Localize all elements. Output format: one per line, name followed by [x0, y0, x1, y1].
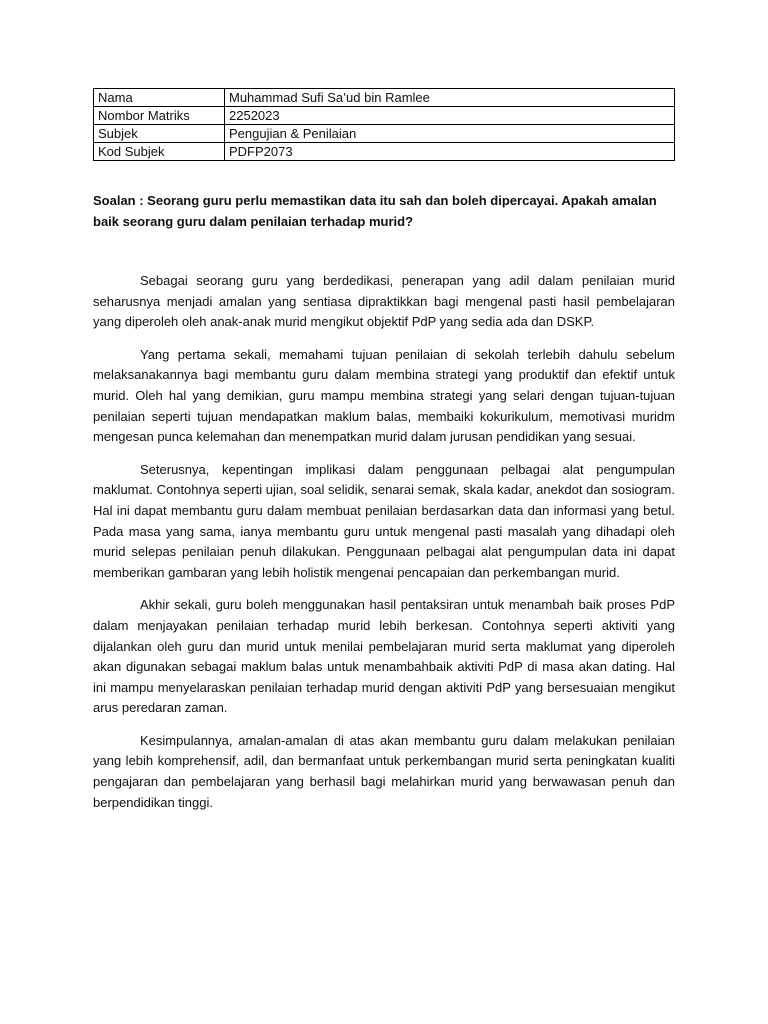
- table-row: [94, 89, 675, 107]
- info-value-matric: 2252023: [225, 107, 675, 125]
- paragraph-second-point: Seterusnya, kepentingan implikasi dalam penggunaan pelbagai alat pengumpulan maklumat. Contohnya seperti ujian, soal selidik, senarai semak, skala kadar, anekdot dan sosiogram. Hal ini dapat membantu guru dalam membuat penilaian berdasarkan data dan informasi yang betul. Pada masa yang sama, ianya membantu guru untuk mengenal pasti masalah yang dihadapi oleh murid selepas penilaian penuh dilakukan. Penggunaan pelbagai alat pengumpulan data ini dapat memberikan gambaran yang lebih holistik mengenai pencapaian dan perkembangan murid.: [93, 461, 675, 580]
- info-label-name: Nama: [94, 89, 225, 107]
- info-value-subject-code: PDFP2073: [225, 143, 675, 161]
- question-text: Soalan : Seorang guru perlu memastikan data itu sah dan boleh dipercayai. Apakah amalan baik seorang guru dalam penilaian terhadap murid?: [93, 193, 657, 229]
- info-value-subject: Pengujian & Penilaian: [225, 125, 675, 143]
- paragraph-first-point: Yang pertama sekali, memahami tujuan penilaian di sekolah terlebih dahulu sebelum melaksanakannya bagi membantu guru dalam membina strategi yang produktif dan efektif untuk murid. Oleh hal yang demikian, guru mampu membina strategi yang selari dengan tujuan-tujuan penilaian seperti tujuan mendapatkan maklum balas, membaiki kokurikulum, memotivasi muridm mengesan punca kelemahan dan menempatkan murid dalam jurusan pendidikan yang sesuai.: [93, 346, 675, 445]
- info-label-subject-code: Kod Subjek: [94, 143, 225, 161]
- essay-body: [93, 271, 675, 825]
- info-label-matric: Nombor Matriks: [94, 107, 225, 125]
- info-value-name: Muhammad Sufi Sa’ud bin Ramlee: [225, 89, 675, 107]
- table-row: [94, 125, 675, 143]
- paragraph-conclusion: Kesimpulannya, amalan-amalan di atas akan membantu guru dalam melakukan penilaian yang lebih komprehensif, adil, dan bermanfaat untuk perkembangan murid serta peningkatan kualiti pengajaran dan pembelajaran yang berhasil bagi melahirkan murid yang berwawasan penuh dan berpendidikan tinggi.: [93, 732, 675, 810]
- info-label-subject: Subjek: [94, 125, 225, 143]
- paragraph-third-point: Akhir sekali, guru boleh menggunakan hasil pentaksiran untuk menambah baik proses PdP dalam menjayakan penilaian terhadap murid lebih berkesan. Contohnya seperti aktiviti yang dijalankan oleh guru dan murid untuk menilai pembelajaran murid serta maklumat yang diperoleh akan digunakan sebagai maklum balas untuk menambahbaik aktiviti PdP di masa akan dating. Hal ini mampu menyelaraskan penilaian terhadap murid dengan aktiviti PdP yang bersesuaian mengikut arus peredaran zaman.: [93, 597, 675, 716]
- table-row: [94, 107, 675, 125]
- table-row: [94, 143, 675, 161]
- student-info-table: [93, 88, 675, 161]
- paragraph-introduction: Sebagai seorang guru yang berdedikasi, penerapan yang adil dalam penilaian murid seharusnya menjadi amalan yang sentiasa dipraktikkan bagi mengenal pasti hasil pembelajaran yang diperoleh oleh anak-anak murid mengikut objektif PdP yang sedia ada dan DSKP.: [93, 273, 675, 330]
